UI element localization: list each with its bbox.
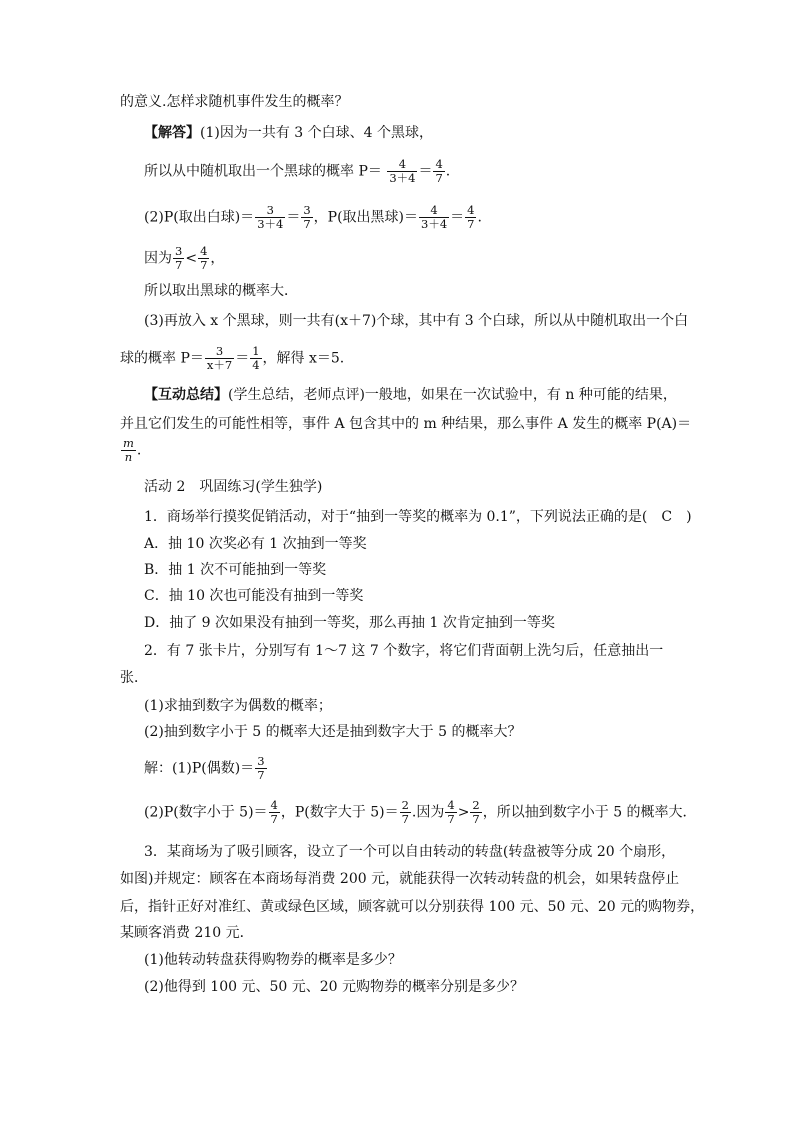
text-span: (2)P(数字小于 5)＝ <box>144 804 268 821</box>
question-2: 2．有 7 张卡片，分别写有 1～7 这 7 个数字，将它们背面朝上洗匀后，任意抽出一 <box>144 643 664 659</box>
fraction: $\frac{3}{7}$ <box>303 203 311 231</box>
subquestion: (2)他得到 100 元、50 元、20 元购物券的概率分别是多少？ <box>144 979 524 995</box>
subquestion: (2)抽到数字小于 5 的概率大还是抽到数字大于 5 的概率大？ <box>144 724 522 740</box>
text-line: 某顾客消费 210 元． <box>120 925 254 941</box>
formula-line <box>144 755 268 782</box>
text-line: 的意义.怎样求随机事件发生的概率？ <box>120 94 349 110</box>
text-span: ，所以抽到数字小于 5 的概率大． <box>482 804 697 821</box>
section-heading: 活动 2 巩固练习(学生独学) <box>144 479 323 495</box>
equals-sign: ＝ <box>235 350 250 367</box>
formula-line <box>120 437 141 464</box>
answer-label: 【解答】 <box>144 125 200 141</box>
subquestion: (1)求抽到数字为偶数的概率； <box>144 698 332 714</box>
less-than: < <box>185 250 198 267</box>
text-span: 球的概率 P＝ <box>120 350 204 367</box>
text-line: 如图)并规定：顾客在本商场每消费 200 元，就能获得一次转动转盘的机会，如果转盘停止 <box>120 871 680 887</box>
text-span: ， <box>210 250 225 267</box>
text-span: 所以从中随机取出一个黑球的概率 P＝ <box>144 163 382 180</box>
text-span: 因为 <box>144 250 172 267</box>
formula-line <box>144 245 224 272</box>
text-span: ，P(取出黑球)＝ <box>313 209 418 226</box>
equals-sign: ＝ <box>450 209 465 226</box>
text-line: 张． <box>120 670 148 686</box>
summary-line <box>144 385 677 405</box>
greater-than: > <box>457 804 470 821</box>
text-span: ，解得 x＝5. <box>262 350 345 367</box>
period: . <box>136 442 142 459</box>
fraction: $\frac{3}{7}$ <box>175 244 183 272</box>
question-1: 1．商场举行摸奖促销活动，对于“抽到一等奖的概率为 0.1”，下列说法正确的是( C ) <box>144 509 692 525</box>
formula-line <box>144 204 482 231</box>
formula-line <box>144 799 697 826</box>
fraction: $\frac{4}{3+4}$ <box>421 203 448 231</box>
fraction: $\frac{m}{n}$ <box>123 436 134 464</box>
answer-line <box>144 123 433 143</box>
fraction: $\frac{4}{7}$ <box>447 798 455 826</box>
fraction: $\frac{3}{7}$ <box>257 754 265 782</box>
fraction: $\frac{4}{3+4}$ <box>389 157 416 185</box>
fraction: $\frac{1}{4}$ <box>252 344 260 372</box>
period: . <box>477 209 482 226</box>
fraction: $\frac{4}{7}$ <box>467 203 475 231</box>
equals-sign: ＝ <box>286 209 301 226</box>
formula-line <box>120 345 344 372</box>
subquestion: (1)他转动转盘获得购物券的概率是多少？ <box>144 952 402 968</box>
fraction: $\frac{4}{7}$ <box>270 798 278 826</box>
fraction: $\frac{2}{7}$ <box>472 798 480 826</box>
option-a: A．抽 10 次奖必有 1 次抽到一等奖 <box>144 536 367 552</box>
fraction: $\frac{4}{7}$ <box>435 157 443 185</box>
text-span: (学生总结，老师点评)一般地，如果在一次试验中，有 n 种可能的结果， <box>228 387 677 403</box>
text-span: 解：(1)P(偶数)＝ <box>144 760 255 777</box>
fraction: $\frac{3}{3+4}$ <box>257 203 284 231</box>
option-c: C．抽 10 次也可能没有抽到一等奖 <box>144 588 364 604</box>
option-d: D．抽了 9 次如果没有抽到一等奖，那么再抽 1 次肯定抽到一等奖 <box>144 615 555 631</box>
text-line: 并且它们发生的可能性相等，事件 A 包含其中的 m 种结果，那么事件 A 发生的概率 P(A)＝ <box>120 416 692 432</box>
text-span: (2)P(取出白球)＝ <box>144 209 255 226</box>
fraction: $\frac{4}{7}$ <box>200 244 208 272</box>
text-line: 后，指针正好对准红、黄或绿色区域，顾客就可以分别获得 100 元、50 元、20 元的购物券， <box>120 899 705 915</box>
option-b: B．抽 1 次不可能抽到一等奖 <box>144 562 327 578</box>
text-line: (3)再放入 x 个黑球，则一共有(x＋7)个球，其中有 3 个白球，所以从中随机取出一个白 <box>144 313 689 329</box>
text-line: 所以取出黑球的概率大． <box>144 283 298 299</box>
summary-label: 【互动总结】 <box>144 387 228 403</box>
question-3: 3．某商场为了吸引顾客，设立了一个可以自由转动的转盘(转盘被等分成 20 个扇形， <box>144 844 676 860</box>
text-span: (1)因为一共有 3 个白球、4 个黑球， <box>200 125 433 141</box>
fraction: $\frac{2}{7}$ <box>401 798 409 826</box>
text-span: ，P(数字大于 5)＝ <box>280 804 399 821</box>
equals-sign: ＝ <box>418 163 433 180</box>
period: . <box>445 163 451 180</box>
text-span: .因为 <box>411 804 445 821</box>
formula-line <box>144 158 450 185</box>
fraction: $\frac{3}{x+7}$ <box>206 344 233 372</box>
